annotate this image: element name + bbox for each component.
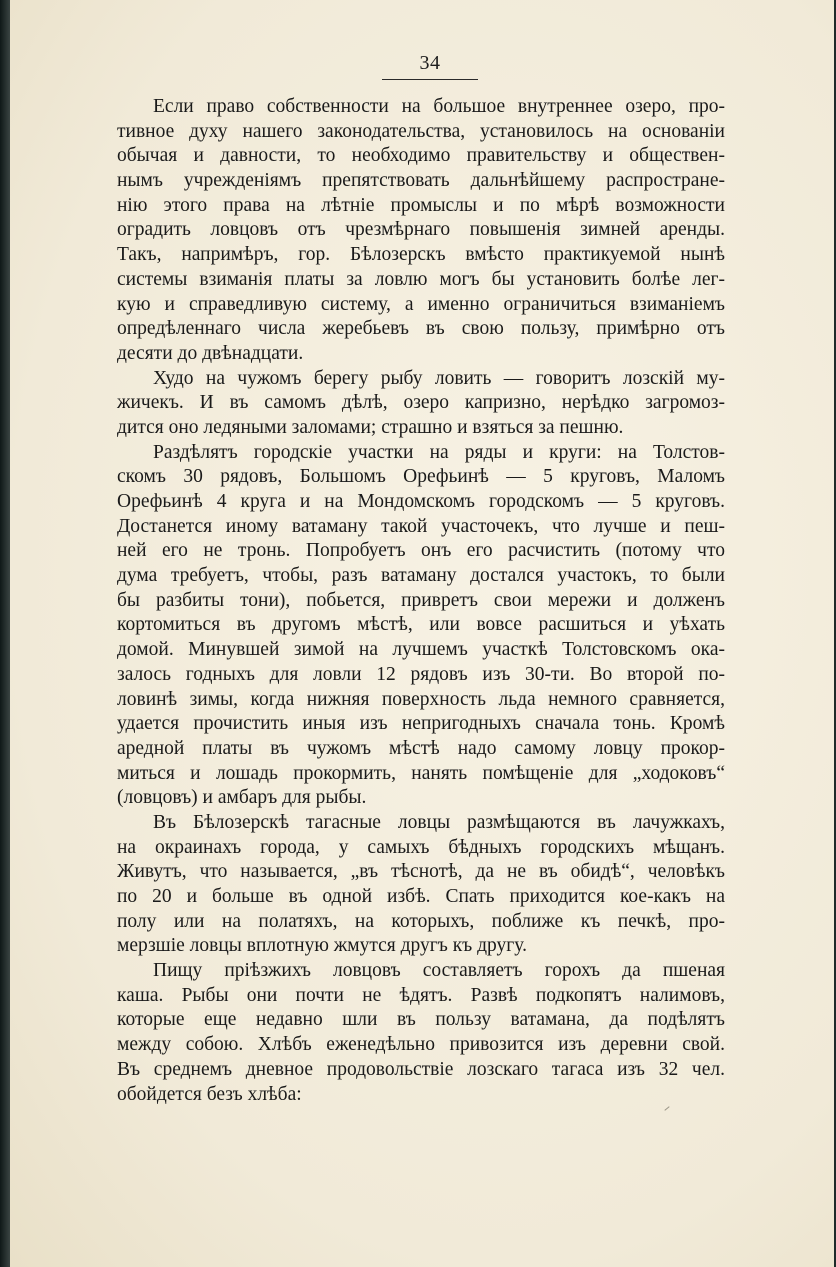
- text-line: дума требуетъ, чтобы, разъ ватаману достался участокъ, то были: [117, 565, 725, 587]
- text-line: обойдется безъ хлѣба:: [117, 1083, 302, 1105]
- text-line: кую и справедливую систему, а именно ограничиться взиманіемъ: [117, 293, 725, 315]
- paragraph-3: [117, 441, 725, 811]
- text-line: Въ среднемъ дневное продовольствіе лозскаго тагаса изъ 32 чел.: [117, 1058, 725, 1080]
- text-line: Живутъ, что называется, „въ тѣснотѣ, да не въ обидѣ“, человѣкъ: [117, 861, 725, 883]
- text-line: мерзшіе ловцы вплотную жмутся другъ къ другу.: [117, 935, 527, 957]
- text-line: Въ Бѣлозерскѣ тагасные ловцы размѣщаются въ лачужкахъ,: [153, 811, 725, 833]
- text-line: миться и лошадь прокормить, нанять помѣщеніе для „ходоковъ“: [117, 762, 725, 784]
- text-line: опредѣленнаго числа жеребьевъ въ свою пользу, примѣрно отъ: [117, 318, 725, 340]
- text-line: полу или на полатяхъ, на которыхъ, поближе къ печкѣ, про-: [117, 910, 725, 932]
- text-line: десяти до двѣнадцати.: [117, 342, 304, 364]
- text-line: тивное духу нашего законодательства, установилось на основаніи: [117, 120, 725, 142]
- text-line: залось годныхъ для ловли 12 рядовъ изъ 30-ти. Во второй по-: [117, 663, 725, 685]
- text-line: скомъ 30 рядовъ, Большомъ Орефьинѣ — 5 круговъ, Маломъ: [117, 466, 725, 488]
- text-line: Такъ, напримѣръ, гор. Бѣлозерскъ вмѣсто практикуемой нынѣ: [117, 244, 725, 266]
- text-line: Раздѣлятъ городскіе участки на ряды и круги: на Толстов-: [153, 441, 725, 463]
- header-rule: [382, 79, 478, 80]
- body-text: [117, 95, 725, 1107]
- text-line: нію этого права на лѣтніе промыслы и по мѣрѣ возможности: [117, 194, 725, 216]
- text-line: жичекъ. И въ самомъ дѣлѣ, озеро капризно, нерѣдко загромоз-: [117, 392, 725, 414]
- paragraph-4: [117, 811, 725, 959]
- text-line: аредной платы въ чужомъ мѣстѣ надо самому ловцу прокор-: [117, 737, 725, 759]
- paragraph-5: [117, 959, 725, 1107]
- paragraph-2: [117, 367, 725, 441]
- text-line: бы разбиты тони), побьется, привретъ свои мережи и долженъ: [117, 589, 725, 611]
- text-line: оградить ловцовъ отъ чрезмѣрнаго повышенія зимней аренды.: [117, 219, 725, 241]
- text-line: Достанется иному ватаману такой участочекъ, что лучше и пеш-: [117, 515, 725, 537]
- text-line: между собою. Хлѣбъ еженедѣльно привозится изъ деревни свой.: [117, 1034, 725, 1056]
- text-line: Если право собственности на большое внутреннее озеро, про-: [153, 96, 725, 117]
- text-line: дится оно ледяными заломами; страшно и взяться за пешню.: [117, 416, 624, 438]
- page-number: 34: [419, 52, 441, 74]
- text-line: нымъ учрежденіямъ препятствовать дальнѣйшему распростране-: [117, 170, 725, 192]
- text-line: обычая и давности, то необходимо правительству и обществен-: [117, 145, 725, 167]
- text-line: домой. Минувшей зимой на лучшемъ участкѣ Толстовскомъ ока-: [117, 639, 725, 661]
- text-line: ней его не тронь. Попробуетъ онъ его расчистить (потому что: [117, 540, 725, 562]
- text-line: Пищу пріѣзжихъ ловцовъ составляетъ горохъ да пшеная: [153, 960, 725, 982]
- text-line: Худо на чужомъ берегу рыбу ловить — говоритъ лозскій му-: [153, 367, 725, 389]
- text-line: на окраинахъ города, у самыхъ бѣдныхъ городскихъ мѣщанъ.: [117, 836, 725, 858]
- text-line: ловинѣ зимы, когда нижняя поверхность льда немного сравняется,: [117, 688, 725, 710]
- text-line: по 20 и больше въ одной избѣ. Спать приходится кое-какъ на: [117, 886, 725, 907]
- text-line: системы взиманія платы за ловлю могъ бы установить болѣе лег-: [117, 268, 725, 290]
- text-line: каша. Рыбы они почти не ѣдятъ. Развѣ подкопятъ налимовъ,: [117, 984, 725, 1006]
- text-line: кортомиться въ другомъ мѣстѣ, или вовсе расшиться и уѣхать: [117, 614, 725, 636]
- paragraph-1: [117, 95, 725, 367]
- text-line: (ловцовъ) и амбаръ для рыбы.: [117, 787, 367, 809]
- text-line: Орефьинѣ 4 круга и на Мондомскомъ городскомъ — 5 круговъ.: [117, 491, 725, 512]
- text-line: удается прочистить иныя изъ непригодныхъ сначала тонь. Кромѣ: [117, 713, 725, 735]
- book-spine-shadow: [0, 0, 10, 1267]
- text-line: которые еще недавно шли въ пользу ватамана, да подѣлятъ: [117, 1009, 725, 1031]
